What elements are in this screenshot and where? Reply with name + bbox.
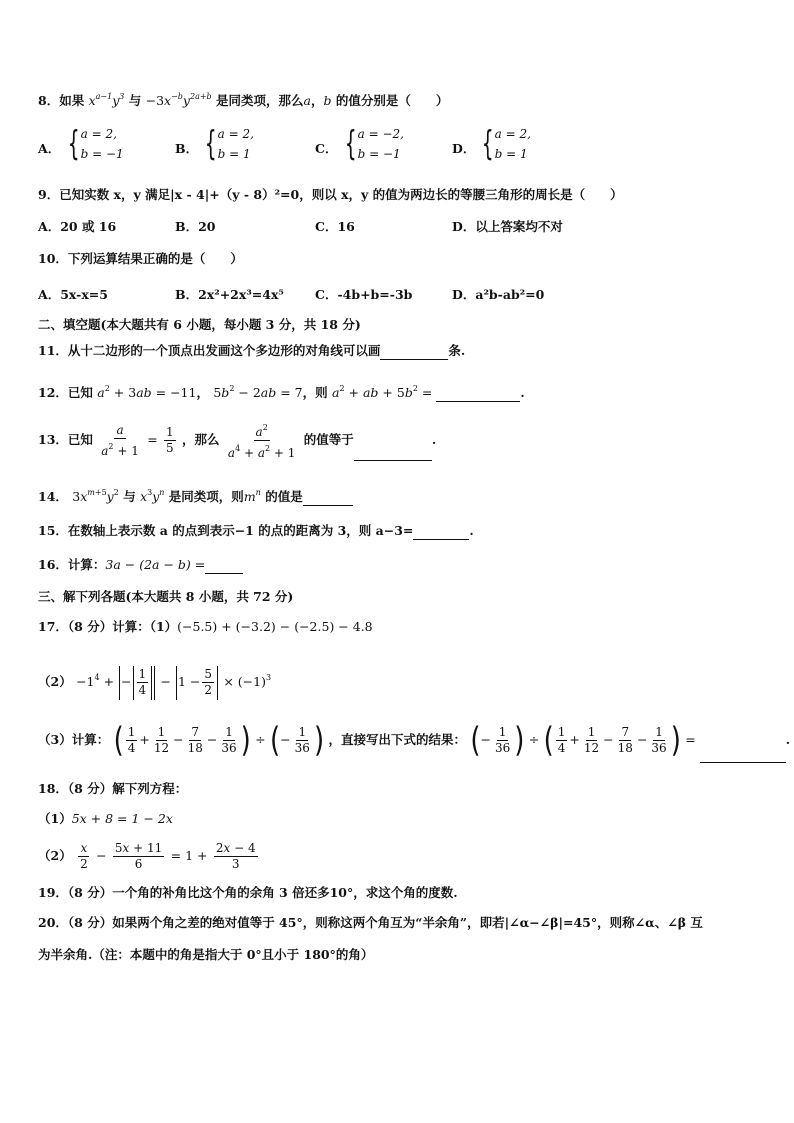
q12-stem: 12．已知 $a^2 + 3ab = -11$， $5b^2 - 2ab = 7$，则 $a^2$ + ab + $5b^2$ = . bbox=[38, 384, 525, 400]
q8-option-d: D． bbox=[452, 141, 476, 156]
q16-answer-blank[interactable] bbox=[205, 559, 243, 574]
q10-option-b: B．2x²+2x³=4x⁵ bbox=[175, 287, 284, 302]
q14-answer-blank[interactable] bbox=[303, 491, 353, 506]
q11-stem: 11．从十二边形的一个顶点出发画这个多边形的对角线可以画 条. bbox=[38, 343, 466, 358]
q16-stem: 16．计算：3a − (2a − b) = bbox=[38, 556, 243, 574]
q10-option-a: A．5x-x=5 bbox=[38, 287, 108, 302]
q17-part1: 17．（8 分）计算：（1）(−5.5) + (−3.2) − (−2.5) − 4.8 bbox=[38, 619, 373, 634]
q10-option-d: D．a²b-ab²=0 bbox=[452, 287, 545, 302]
q9-option-c: C．16 bbox=[315, 219, 355, 234]
q9-option-a: A．20 或 16 bbox=[38, 219, 117, 234]
q9-option-d: D．以上答案均不对 bbox=[452, 219, 563, 234]
q19-stem: 19．（8 分）一个角的补角比这个角的余角 3 倍还多10°，求这个角的度数. bbox=[38, 885, 458, 900]
q9-option-b: B．20 bbox=[175, 219, 216, 234]
q13-answer-blank[interactable] bbox=[354, 446, 432, 461]
section-3-heading: 三、解下列各题(本大题共 8 小题，共 72 分) bbox=[38, 589, 294, 604]
q18-equation-1: （1）5x + 8 = 1 − 2x bbox=[38, 811, 173, 826]
q8-option-a: A． bbox=[38, 141, 61, 156]
q17-part3: （3）计算： ( $\frac{1}{4}$ + $\frac{1}{12}$ − $\frac{7}{18}$ − $\frac{1}{36}$ ) ÷ (− $\frac{1}{36}$ ) ，直接写出下式的结果： (− $\frac{1}{36}$ ) ÷ ( $\frac{1}{4}$ + $\frac{1}{12}$ − $\frac{7}{18}$ − $\frac{1}{36}$ ) = . bbox=[38, 718, 790, 763]
q20-stem-line-1: 20．（8 分）如果两个角之差的绝对值等于 45°，则称这两个角互为“半余角”，即若|∠α−∠β|=45°，则称∠α、∠β 互 bbox=[38, 915, 703, 930]
q10-option-c: C．-4b+b=-3b bbox=[315, 287, 413, 302]
section-2-heading: 二、填空题(本大题共有 6 小题，每小题 3 分，共 18 分) bbox=[38, 317, 361, 332]
q8-option-c: C． bbox=[315, 141, 338, 156]
q18-equation-2: （2） $\frac{x}{2}$ − $\frac{5x + 11}{6}$ = 1 + $\frac{2x - 4}{3}$ bbox=[38, 841, 256, 871]
q8-stem: 8．如果 $x^{a-1}y^3$ 与 $-3x^{-b}y^{2a+b}$ 是同类项，那么a，b 的值分别是（ ） bbox=[38, 92, 449, 108]
q12-answer-blank[interactable] bbox=[436, 387, 520, 402]
q8-option-d-system: { a = 2, b = 1 bbox=[481, 124, 531, 164]
q13-stem: 13．已知 $\frac{a}{a^2 + 1}$ = $\frac{1}{5}$ ，那么 $\frac{a^2}{a^4 + a^2 + 1}$ 的值等于 . bbox=[38, 420, 436, 461]
q17-answer-blank[interactable] bbox=[700, 748, 786, 763]
q9-stem: 9．已知实数 x，y 满足|x - 4|+（y - 8）²=0，则以 x，y 的值为两边长的等腰三角形的周长是（ ） bbox=[38, 187, 623, 202]
q14-stem: 14． $3x^{m+5}y^2$ 与 $x^3y^n$ 是同类项，则$m^n$ 的值是 bbox=[38, 484, 353, 506]
q15-stem: 15．在数轴上表示数 a 的点到表示−1 的点的距离为 3，则 a−3= . bbox=[38, 523, 474, 538]
q10-stem: 10．下列运算结果正确的是（ ） bbox=[38, 251, 243, 266]
q18-stem: 18．（8 分）解下列方程： bbox=[38, 781, 188, 796]
q8-option-b: B． bbox=[175, 141, 199, 156]
q15-answer-blank[interactable] bbox=[413, 525, 469, 540]
q8-option-b-system: { a = 2, b = 1 bbox=[204, 124, 254, 164]
q17-part2: $(2) -1^4$ + − $\frac{1}{4}$ − 1 − $\frac{5}{2}$ × $(-1)^3$ bbox=[38, 658, 271, 702]
q8-option-c-system: { a = −2, b = −1 bbox=[344, 124, 404, 164]
q20-stem-line-2: 为半余角.（注：本题中的角是指大于 0°且小于 180°的角） bbox=[38, 947, 374, 962]
q8-option-a-system: { a = 2, b = −1 bbox=[67, 124, 124, 164]
q11-answer-blank[interactable] bbox=[380, 345, 448, 360]
